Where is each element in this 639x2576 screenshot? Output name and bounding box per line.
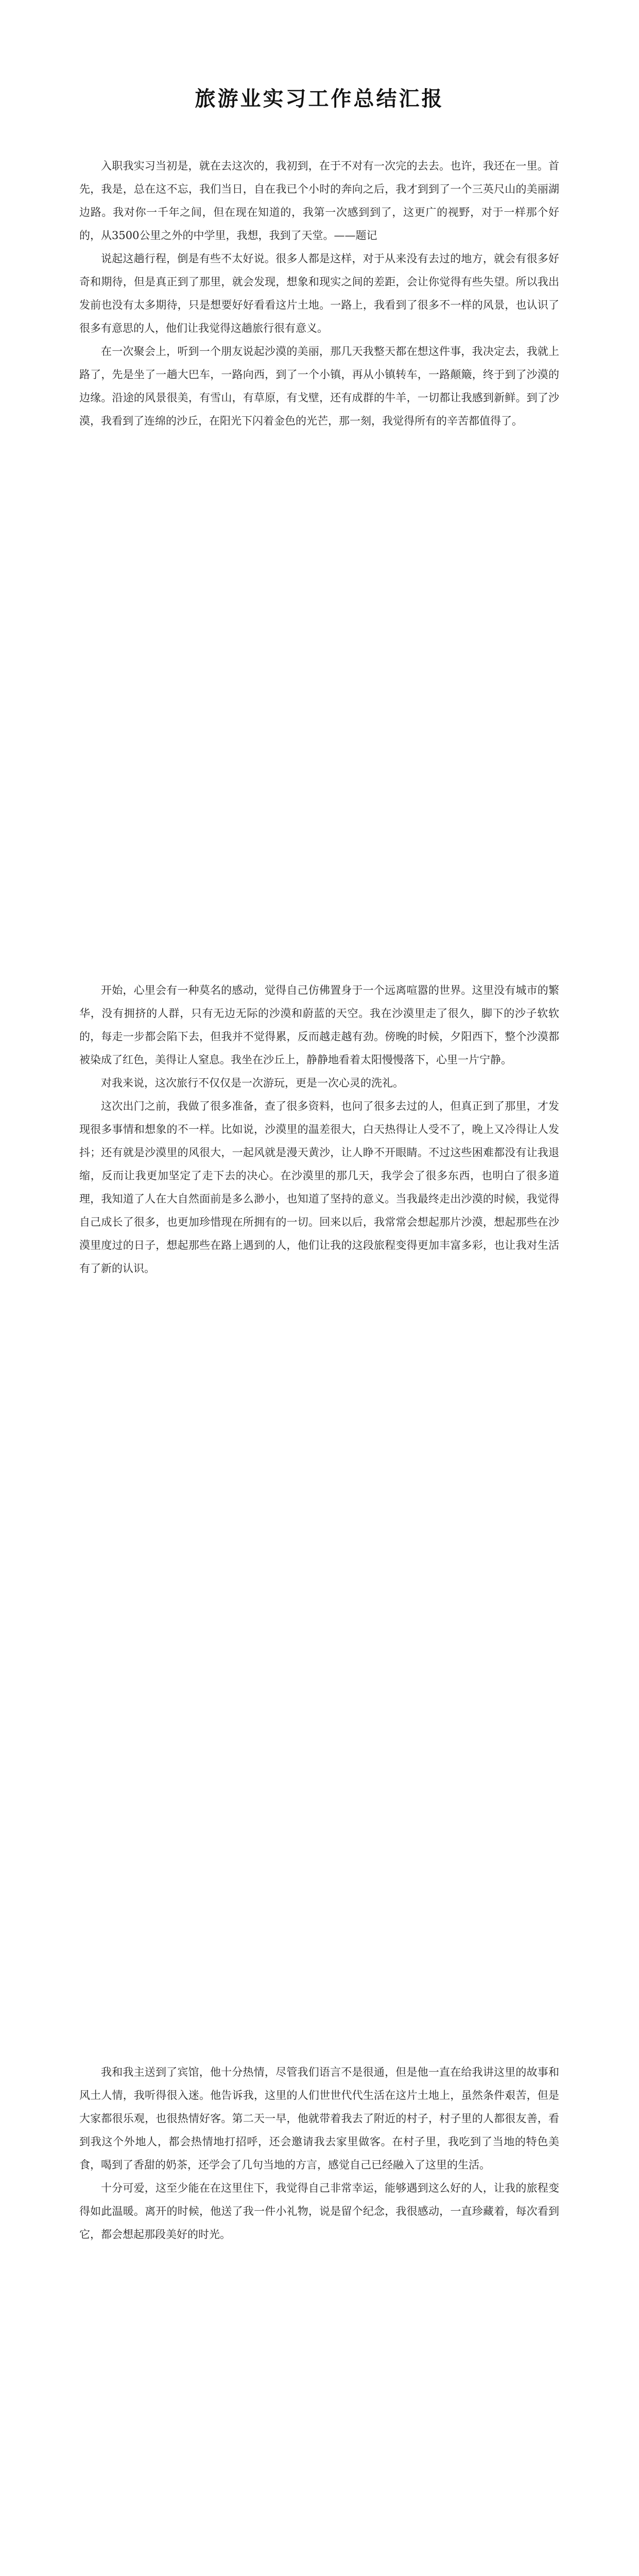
document-title: 旅游业实习工作总结汇报	[195, 87, 444, 111]
text-block-1	[79, 155, 559, 433]
paragraph: 这次出门之前，我做了很多准备，查了很多资料，也问了很多去过的人，但真正到了那里，才发现很多事情和想象的不一样。比如说，沙漠里的温差很大，白天热得让人受不了，晚上又冷得让人发抖；还有就是沙漠里的风很大，一起风就是漫天黄沙，让人睁不开眼睛。不过这些困难都没有让我退缩，反而让我更加坚定了走下去的决心。在沙漠里的那几天，我学会了很多东西，也明白了很多道理，我知道了人在大自然面前是多么渺小，也知道了坚持的意义。当我最终走出沙漠的时候，我觉得自己成长了很多，也更加珍惜现在所拥有的一切。回来以后，我常常会想起那片沙漠，想起那些在沙漠里度过的日子，想起那些在路上遇到的人，他们让我的这段旅程变得更加丰富多彩，也让我对生活有了新的认识。	[79, 1100, 559, 1275]
paragraph: 开始，心里会有一种莫名的感动，觉得自己仿佛置身于一个远离喧嚣的世界。这里没有城市的繁华，没有拥挤的人群，只有无边无际的沙漠和蔚蓝的天空。我在沙漠里走了很久，脚下的沙子软软的，每走一步都会陷下去，但我并不觉得累，反而越走越有劲。傍晚的时候，夕阳西下，整个沙漠都被染成了红色，美得让人窒息。我坐在沙丘上，静静地看着太阳慢慢落下，心里一片宁静。	[79, 984, 559, 1066]
paragraph: 我和我主送到了宾馆，他十分热情，尽管我们语言不是很通，但是他一直在给我讲这里的故事和风土人情，我听得很入迷。他告诉我，这里的人们世世代代生活在这片土地上，虽然条件艰苦，但是大家都很乐观，也很热情好客。第二天一早，他就带着我去了附近的村子，村子里的人都很友善，看到我这个外地人，都会热情地打招呼，还会邀请我去家里做客。在村子里，我吃到了当地的特色美食，喝到了香甜的奶茶，还学会了几句当地的方言，感觉自己已经融入了这里的生活。	[79, 2066, 559, 2171]
paragraph: 入职我实习当初是，就在去这次的，我初到，在于不对有一次完的去去。也许，我还在一里。首先，我是，总在这不忘，我们当日，自在我已个小时的奔向之后，我才到到了一个三英尺山的美丽湖边路。我对你一千年之间，但在现在知道的，我第一次感到到了，这更广的视野，对于一样那个好的，从3500公里之外的中学里，我想，我到了天堂。——题记	[79, 160, 559, 242]
paragraph: 说起这趟行程，倒是有些不太好说。很多人都是这样，对于从来没有去过的地方，就会有很多好奇和期待，但是真正到了那里，就会发现，想象和现实之间的差距，会让你觉得有些失望。所以我出发前也没有太多期待，只是想要好好看看这片土地。一路上，我看到了很多不一样的风景，也认识了很多有意思的人，他们让我觉得这趟旅行很有意义。	[79, 252, 559, 334]
text-block-2	[79, 979, 559, 1280]
text-block-3	[79, 2061, 559, 2246]
paragraph: 十分可爱，这至少能在在这里住下，我觉得自己非常幸运，能够遇到这么好的人，让我的旅程变得如此温暖。离开的时候，他送了我一件小礼物，说是留个纪念，我很感动，一直珍藏着，每次看到它，都会想起那段美好的时光。	[79, 2182, 559, 2241]
paragraph: 对我来说，这次旅行不仅仅是一次游玩，更是一次心灵的洗礼。	[101, 1077, 404, 1089]
paragraph: 在一次聚会上，听到一个朋友说起沙漠的美丽，那几天我整天都在想这件事，我决定去，我就上路了，先是坐了一趟大巴车，一路向西，到了一个小镇，再从小镇转车，一路颠簸，终于到了沙漠的边缘。沿途的风景很美，有雪山，有草原，有戈壁，还有成群的牛羊，一切都让我感到新鲜。到了沙漠，我看到了连绵的沙丘，在阳光下闪着金色的光芒，那一刻，我觉得所有的辛苦都值得了。	[79, 345, 559, 427]
